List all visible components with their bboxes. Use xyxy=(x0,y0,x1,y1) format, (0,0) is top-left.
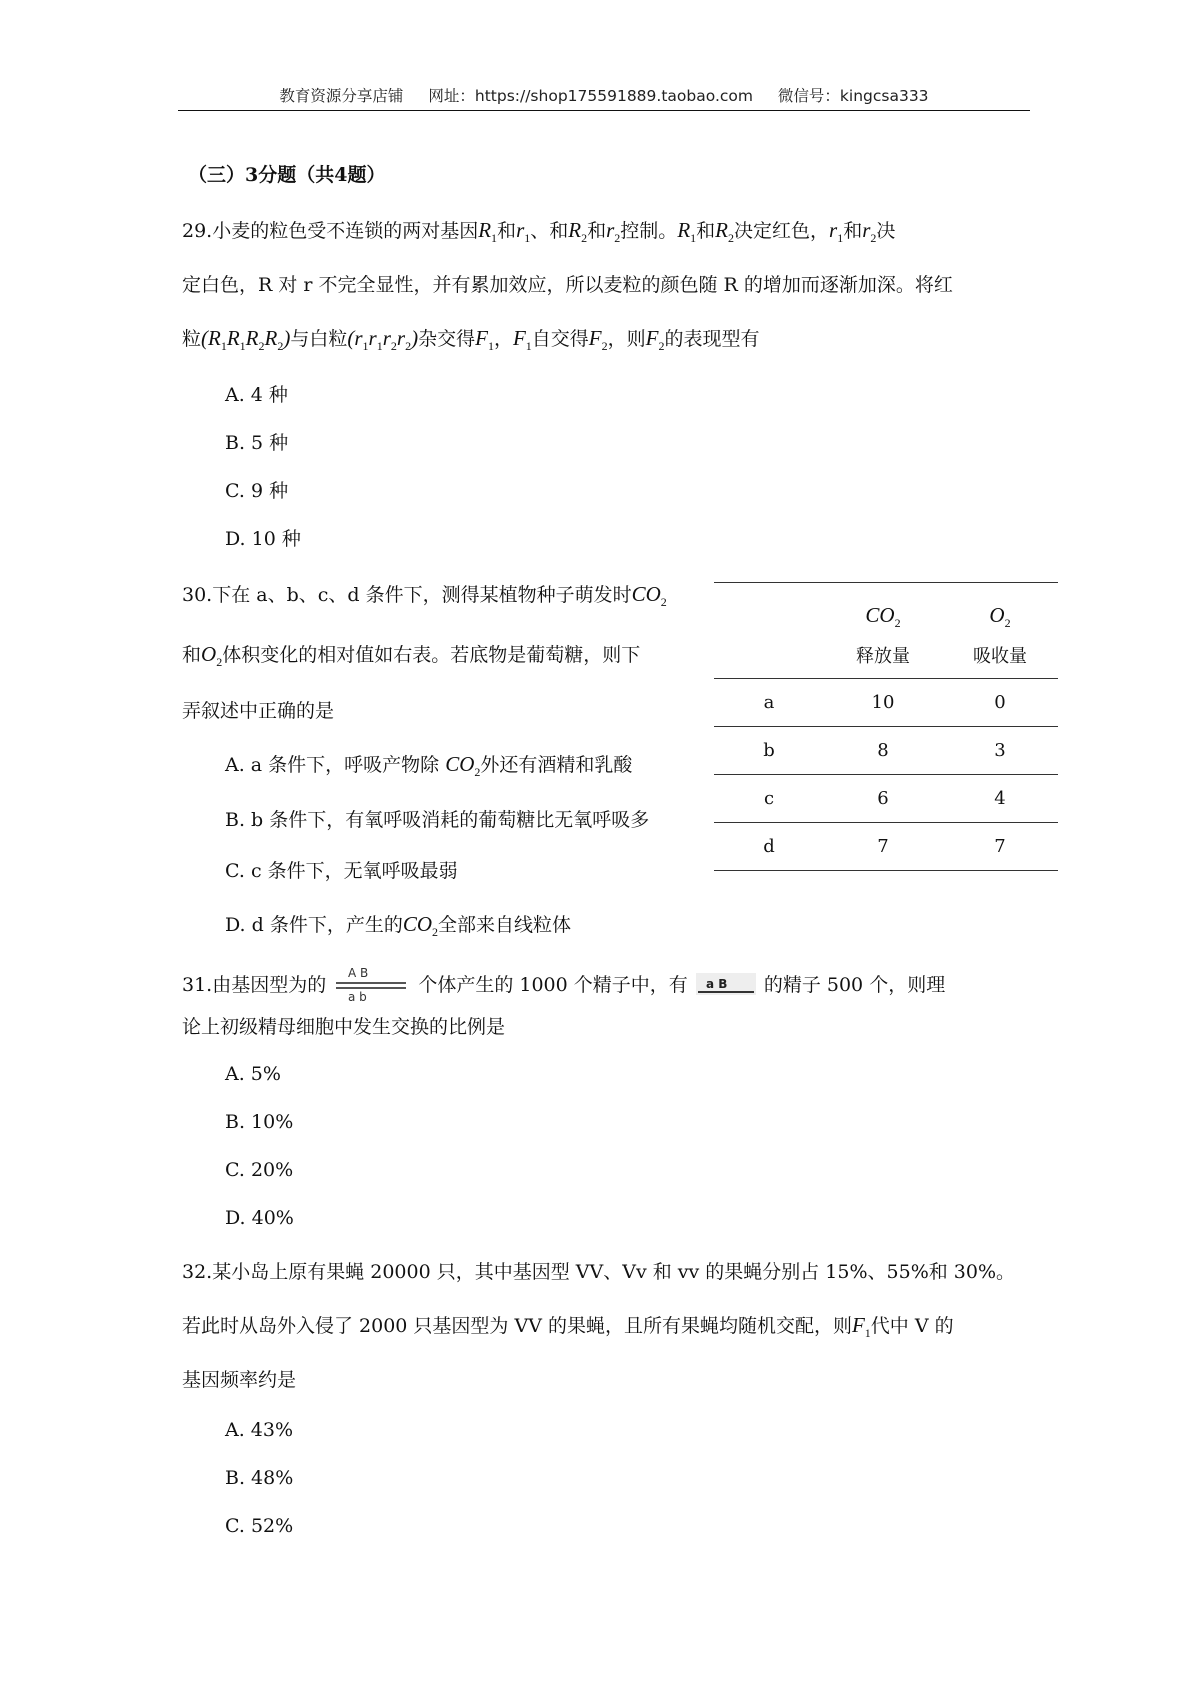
q32-line-3: 基因频率约是 xyxy=(182,1369,297,1391)
page-header xyxy=(178,84,1030,106)
q30-option-c: C. c 条件下，无氧呼吸最弱 xyxy=(225,860,458,882)
q30-line-3: 弄叙述中正确的是 xyxy=(182,700,335,722)
q31-option-a: A. 5% xyxy=(225,1063,281,1085)
q31-option-b: B. 10% xyxy=(225,1111,294,1133)
q32-option-a: A. 43% xyxy=(225,1419,294,1441)
q32-line-2: 若此时从岛外入侵了 2000 只基因型为 VV 的果蝇，且所有果蝇均随机交配，则$F_1$代中 V 的 xyxy=(182,1313,954,1341)
q31-option-c: C. 20% xyxy=(225,1159,294,1181)
svg-text:A B: A B xyxy=(348,966,369,980)
shop-name: 教育资源分享店铺 xyxy=(279,87,404,105)
q32-option-b: B. 48% xyxy=(225,1467,294,1489)
q31-option-d: D. 40% xyxy=(225,1207,294,1229)
q30-option-d: D. d 条件下，产生的$CO_2$全部来自线粒体 xyxy=(225,912,572,940)
q29-line-1: 29.小麦的粒色受不连锁的两对基因$R_1$和$r_1$、和$R_2$和$r_2$控制。$R_1$和$R_2$决定红色，$r_1$和$r_2$决 xyxy=(182,218,896,246)
header-divider xyxy=(178,110,1030,111)
q29-option-d: D. 10 种 xyxy=(225,528,301,550)
table-header-o2-uptake: 吸收量 xyxy=(942,631,1058,679)
gas-exchange-table xyxy=(714,583,1058,871)
q32-option-c: C. 52% xyxy=(225,1515,294,1537)
q30-option-b: B. b 条件下，有氧呼吸消耗的葡萄糖比无氧呼吸多 xyxy=(225,809,650,831)
table-row: a 10 0 xyxy=(714,679,1058,727)
q30-line-2: 和$O_2$体积变化的相对值如右表。若底物是葡萄糖，则下 xyxy=(182,642,641,670)
table-row: d 7 7 xyxy=(714,823,1058,871)
q29-line-3: 粒$(R_1R_1R_2R_2)$与白粒$(r_1r_1r_2r_2)$杂交得$F_1$，$F_1$自交得$F_2$，则$F_2$的表现型有 xyxy=(182,326,760,354)
table-row: b 8 3 xyxy=(714,727,1058,775)
shop-url: 网址：https://shop175591889.taobao.com xyxy=(428,87,753,105)
chromosome-genotype-icon xyxy=(332,966,412,1006)
table-header-o2: $O_2$ xyxy=(989,602,1011,630)
q29-option-b: B. 5 种 xyxy=(225,432,289,454)
table-header-co2: $CO_2$ xyxy=(865,602,901,630)
table-header-co2-release: 释放量 xyxy=(824,631,942,679)
svg-text:a B: a B xyxy=(705,977,728,991)
q30-line-1: 30.下在 a、b、c、d 条件下，测得某植物种子萌发时$CO_2$ xyxy=(182,582,667,610)
wechat-id: 微信号：kingcsa333 xyxy=(777,87,929,105)
svg-text:a b: a b xyxy=(348,990,368,1004)
section-title: （三）3分题（共4题） xyxy=(188,164,386,186)
q32-line-1: 32.某小岛上原有果蝇 20000 只，其中基因型 VV、Vv 和 vv 的果蝇分别占 15%、55%和 30%。 xyxy=(182,1261,1016,1283)
sperm-chromosome-icon xyxy=(694,971,758,1001)
q29-line-2: 定白色，R 对 r 不完全显性，并有累加效应，所以麦粒的颜色随 R 的增加而逐渐加深。将红 xyxy=(182,274,953,296)
q29-option-c: C. 9 种 xyxy=(225,480,289,502)
q31-line-1: 31.由基因型为的 A B a b 个体产生的 1000 个精子中，有 a B 的精子 500 个，则理 xyxy=(182,966,946,1004)
q30-option-a: A. a 条件下，呼吸产物除 $CO_2$外还有酒精和乳酸 xyxy=(225,752,633,780)
q31-line-2: 论上初级精母细胞中发生交换的比例是 xyxy=(182,1016,506,1038)
q29-option-a: A. 4 种 xyxy=(225,384,288,406)
table-row: c 6 4 xyxy=(714,775,1058,823)
